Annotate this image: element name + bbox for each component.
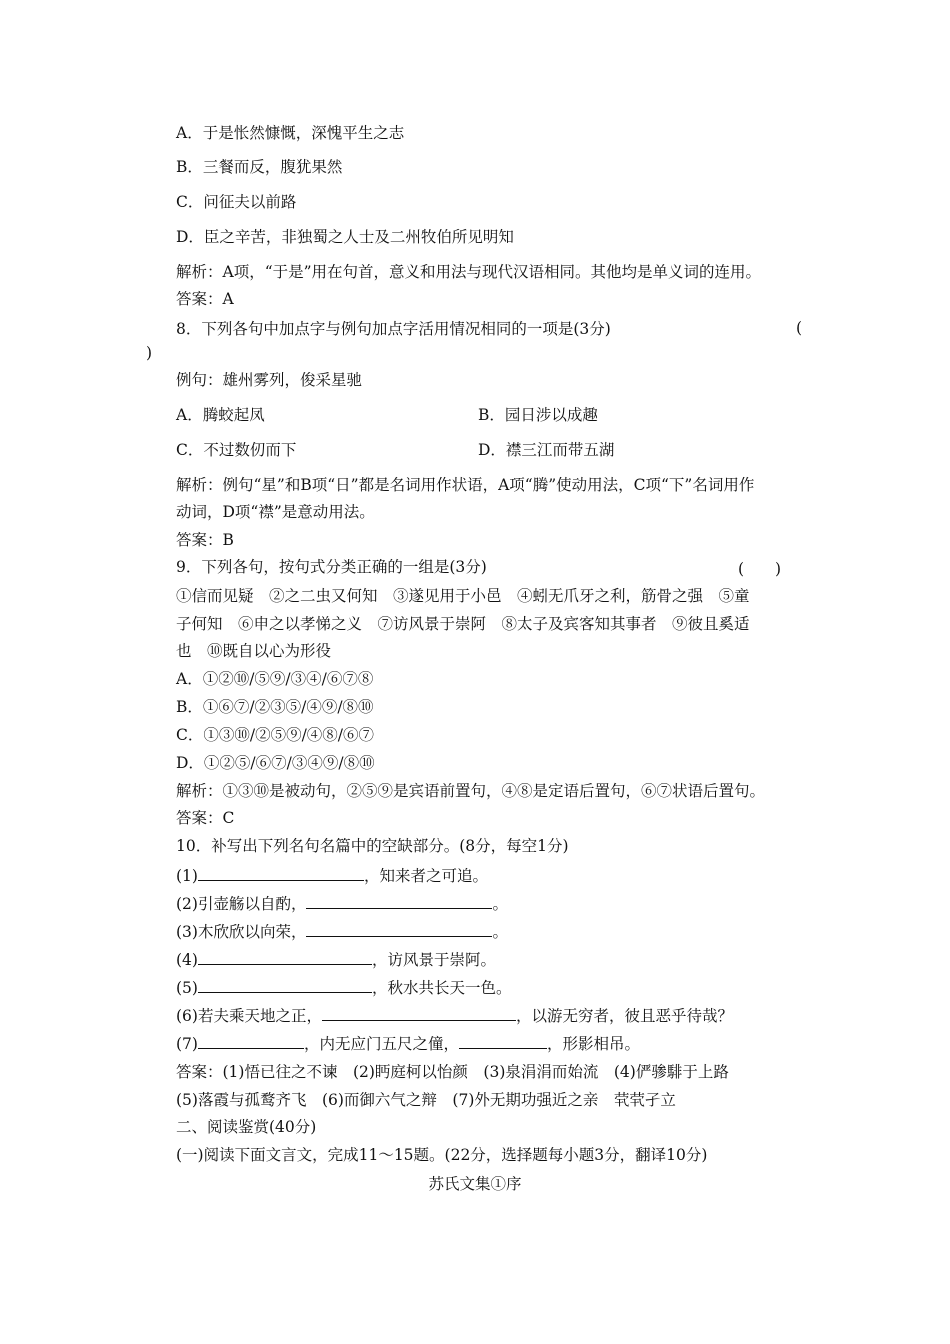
q8-stem: 8．下列各句中加点字与例句加点字活用情况相同的一项是(3分) [176, 320, 611, 338]
q9-option-a: A．①②⑩/⑤⑨/③④/⑥⑦⑧ [176, 670, 374, 688]
section2-heading: 二、阅读鉴赏(40分) [176, 1118, 317, 1136]
q8-option-a: A．腾蛟起凤 [176, 406, 265, 424]
q10-line6 [176, 1004, 733, 1026]
q8-option-d: D．襟三江而带五湖 [478, 441, 615, 459]
q8-example: 例句：雄州雾列，俊采星驰 [176, 371, 363, 389]
q10-line7-prefix: (7) [176, 1035, 198, 1053]
q10-line5 [176, 976, 511, 998]
q10-line2-suffix: 。 [492, 895, 508, 913]
q10-line1 [176, 864, 488, 886]
q10-line4-suffix: ，访风景于崇阿。 [371, 951, 496, 969]
q10-blank-1[interactable] [198, 864, 364, 881]
q9-analysis: 解析：①③⑩是被动句，②⑤⑨是宾语前置句，④⑧是定语后置句，⑥⑦状语后置句。 [176, 782, 766, 800]
q9-option-c: C．①③⑩/②⑤⑨/④⑧/⑥⑦ [176, 726, 375, 744]
q8-answer: 答案：B [176, 531, 234, 549]
q9-answer: 答案：C [176, 809, 235, 827]
q10-line7-middle: ，内无应门五尺之僮， [303, 1035, 459, 1053]
q10-line3 [176, 920, 508, 942]
q10-line2 [176, 892, 508, 914]
q10-answer-line1: 答案：(1)悟已往之不谏 (2)眄庭柯以怡颜 (3)泉涓涓而始流 (4)俨骖騑于上路 [176, 1063, 729, 1081]
q7-option-c: C．问征夫以前路 [176, 193, 297, 211]
q7-option-b: B．三餐而反，腹犹果然 [176, 158, 343, 176]
q10-line6-prefix: (6)若夫乘天地之正， [176, 1007, 322, 1025]
q10-line5-prefix: (5) [176, 979, 198, 997]
q8-paren-open: ( [796, 319, 803, 337]
q9-stem: 9．下列各句，按句式分类正确的一组是(3分) [176, 558, 487, 576]
q8-analysis-line1: 解析：例句“星”和B项“日”都是名词用作状语，A项“腾”使动用法，C项“下”名词用作 [176, 476, 755, 494]
q10-stem: 10．补写出下列名句名篇中的空缺部分。(8分，每空1分) [176, 837, 569, 855]
q9-paren: ( ) [738, 560, 782, 578]
q10-line4-prefix: (4) [176, 951, 198, 969]
q8-paren-close: ) [146, 344, 153, 362]
q8-option-c: C．不过数仞而下 [176, 441, 297, 459]
q10-answer-line2: (5)落霞与孤鹜齐飞 (6)而御六气之辩 (7)外无期功强近之亲 茕茕孑立 [176, 1091, 676, 1109]
q9-option-d: D．①②⑤/⑥⑦/③④⑨/⑧⑩ [176, 754, 375, 772]
q10-line2-prefix: (2)引壶觞以自酌， [176, 895, 307, 913]
q7-answer: 答案：A [176, 290, 234, 308]
q7-analysis: 解析：A项，“于是”用在句首，意义和用法与现代汉语相同。其他均是单义词的连用。 [176, 263, 762, 281]
q8-analysis-line2: 动词，D项“襟”是意动用法。 [176, 503, 375, 521]
q10-line1-prefix: (1) [176, 867, 198, 885]
q10-line7-suffix: ，形影相吊。 [546, 1035, 640, 1053]
q10-line7 [176, 1032, 640, 1054]
q9-items-line3: 也 ⑩既自以心为形役 [176, 642, 332, 660]
q8-option-b: B．园日涉以成趣 [478, 406, 598, 424]
q10-line4 [176, 948, 496, 970]
section2-subheading: (一)阅读下面文言文，完成11～15题。(22分，选择题每小题3分，翻译10分) [176, 1146, 708, 1164]
q10-line3-suffix: 。 [492, 923, 508, 941]
q7-option-d: D．臣之辛苦，非独蜀之人士及二州牧伯所见明知 [176, 228, 514, 246]
q10-blank-2[interactable] [306, 892, 492, 909]
q10-blank-5[interactable] [198, 976, 372, 993]
q10-line6-suffix: ，以游无穷者，彼且恶乎待哉？ [515, 1007, 733, 1025]
q10-blank-7b[interactable] [459, 1032, 547, 1049]
q10-blank-6[interactable] [322, 1004, 516, 1021]
q7-option-a: A．于是怅然慷慨，深愧平生之志 [176, 124, 405, 142]
q9-option-b: B．①⑥⑦/②③⑤/④⑨/⑧⑩ [176, 698, 374, 716]
q9-items-line1: ①信而见疑 ②之二虫又何知 ③遂见用于小邑 ④蚓无爪牙之利，筋骨之强 ⑤童 [176, 587, 750, 605]
q10-line5-suffix: ，秋水共长天一色。 [371, 979, 512, 997]
q10-blank-4[interactable] [198, 948, 372, 965]
q9-items-line2: 子何知 ⑥申之以孝悌之义 ⑦访风景于崇阿 ⑧太子及宾客知其事者 ⑨彼且奚适 [176, 615, 750, 633]
q10-line3-prefix: (3)木欣欣以向荣， [176, 923, 307, 941]
q10-blank-7a[interactable] [198, 1032, 304, 1049]
passage-title: 苏氏文集①序 [428, 1175, 522, 1193]
q10-blank-3[interactable] [306, 920, 492, 937]
q10-line1-suffix: ，知来者之可追。 [363, 867, 488, 885]
